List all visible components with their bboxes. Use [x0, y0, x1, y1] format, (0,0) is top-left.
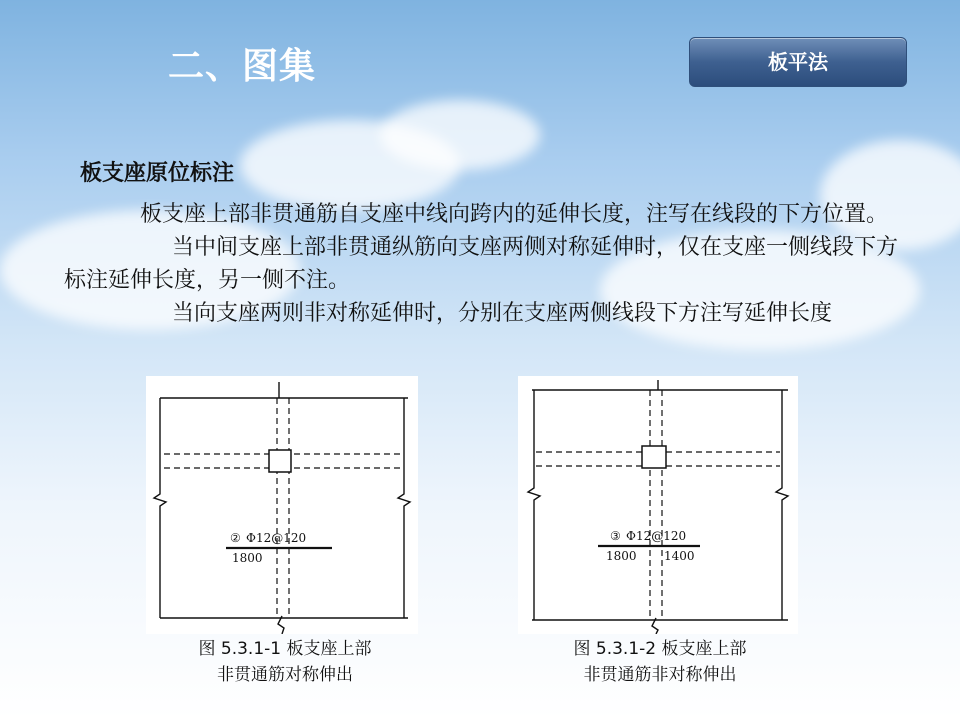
- extension-length-right: 1400: [664, 549, 695, 563]
- figure-symmetric: [146, 376, 418, 634]
- caption-line: 图 5.3.1-1 板支座上部: [198, 639, 372, 659]
- cloud-decoration: [380, 100, 540, 170]
- extension-length-left: 1800: [232, 551, 263, 565]
- figure-drawing: [146, 376, 418, 634]
- caption-line: 非贯通筋对称伸出: [217, 665, 353, 685]
- rebar-mark: ②: [230, 531, 241, 545]
- figure-drawing: [518, 376, 798, 634]
- caption-line: 非贯通筋非对称伸出: [583, 665, 737, 685]
- paragraph: 板支座上部非贯通筋自支座中线向跨内的延伸长度，注写在线段的下方位置。: [140, 202, 889, 227]
- figure-caption: [170, 636, 400, 688]
- paragraph: 当向支座两则非对称延伸时，分别在支座两侧线段下方注写延伸长度: [172, 301, 833, 326]
- body-text: [64, 198, 902, 330]
- paragraph: 当中间支座上部非贯通纵筋向支座两侧对称延伸时，仅在支座一侧线段下方标注延伸长度，另一侧不注。: [64, 235, 899, 293]
- rebar-spec: Ф12@120: [246, 531, 307, 545]
- slide-title: 二、图集: [168, 46, 317, 87]
- figure-asymmetric: [518, 376, 798, 634]
- figure-caption: [540, 636, 780, 688]
- rebar-spec: Ф12@120: [626, 529, 687, 543]
- extension-length-left: 1800: [606, 549, 637, 563]
- rebar-mark: ③: [610, 529, 621, 543]
- section-heading: 板支座原位标注: [80, 160, 235, 186]
- topic-badge: 板平法: [689, 37, 907, 87]
- caption-line: 图 5.3.1-2 板支座上部: [573, 639, 747, 659]
